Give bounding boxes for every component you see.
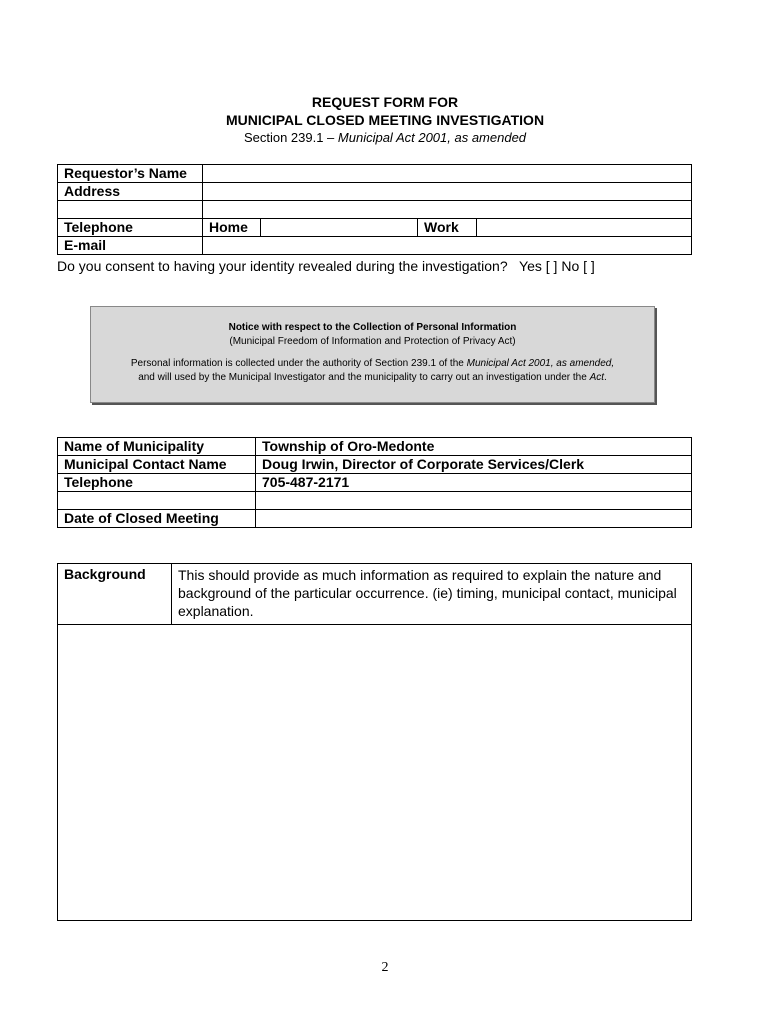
- email-field[interactable]: [203, 237, 692, 255]
- municipality-table: [57, 437, 692, 528]
- municipality-spacer-label: [58, 492, 256, 510]
- notice-body-part2: and will used by the Municipal Investigator and the municipality to carry out an investigation under the: [138, 372, 590, 383]
- subtitle-act: Municipal Act 2001, as amended: [337, 130, 527, 145]
- background-text-area[interactable]: [58, 625, 692, 921]
- background-label: Background: [58, 564, 172, 625]
- notice-body-end: .: [604, 372, 607, 383]
- subtitle-prefix: Section 239.1 –: [243, 130, 338, 145]
- form-title-line2: MUNICIPAL CLOSED MEETING INVESTIGATION: [225, 112, 545, 128]
- notice-body: [91, 357, 654, 385]
- notice-body-part1: Personal information is collected under the authority of Section 239.1 of the: [130, 358, 467, 369]
- requestor-name-field[interactable]: [203, 165, 692, 183]
- home-label: Home: [203, 219, 261, 237]
- closed-meeting-date-label: Date of Closed Meeting: [58, 510, 256, 528]
- municipal-telephone-value: 705-487-2171: [256, 474, 692, 492]
- notice-body-italic1: Municipal Act 2001, as amended,: [466, 358, 615, 369]
- privacy-notice-box: [90, 306, 655, 403]
- address-label: Address: [58, 183, 203, 201]
- work-phone-field[interactable]: [477, 219, 692, 237]
- municipal-contact-value: Doug Irwin, Director of Corporate Services/Clerk: [256, 456, 692, 474]
- address-field[interactable]: [203, 183, 692, 201]
- address-label-spacer: [58, 201, 203, 219]
- closed-meeting-date-field[interactable]: [256, 510, 692, 528]
- municipality-spacer-value: [256, 492, 692, 510]
- municipal-telephone-label: Telephone: [58, 474, 256, 492]
- requestor-table: [57, 164, 692, 255]
- notice-body-italic2: Act: [589, 372, 605, 383]
- email-label: E-mail: [58, 237, 203, 255]
- consent-options[interactable]: Yes [ ] No [ ]: [519, 258, 595, 274]
- telephone-label: Telephone: [58, 219, 203, 237]
- municipal-contact-label: Municipal Contact Name: [58, 456, 256, 474]
- work-label: Work: [418, 219, 477, 237]
- municipality-name-label: Name of Municipality: [58, 438, 256, 456]
- page-number: 2: [381, 960, 389, 975]
- form-subtitle: [0, 130, 770, 145]
- background-instructions: This should provide as much information as required to explain the nature and background of the particular occurrence. (ie) timing, municipal contact, municipal explanation.: [172, 564, 692, 625]
- notice-title: Notice with respect to the Collection of Personal Information: [228, 322, 517, 333]
- form-title-line1: REQUEST FORM FOR: [311, 94, 459, 110]
- home-phone-field[interactable]: [261, 219, 418, 237]
- notice-subtitle: (Municipal Freedom of Information and Protection of Privacy Act): [229, 336, 516, 347]
- municipality-name-value: Township of Oro-Medonte: [256, 438, 692, 456]
- consent-line: [57, 258, 595, 274]
- requestor-name-label: Requestor’s Name: [58, 165, 203, 183]
- address-field-line2[interactable]: [203, 201, 692, 219]
- consent-question: Do you consent to having your identity revealed during the investigation?: [57, 258, 508, 274]
- background-table: [57, 563, 692, 921]
